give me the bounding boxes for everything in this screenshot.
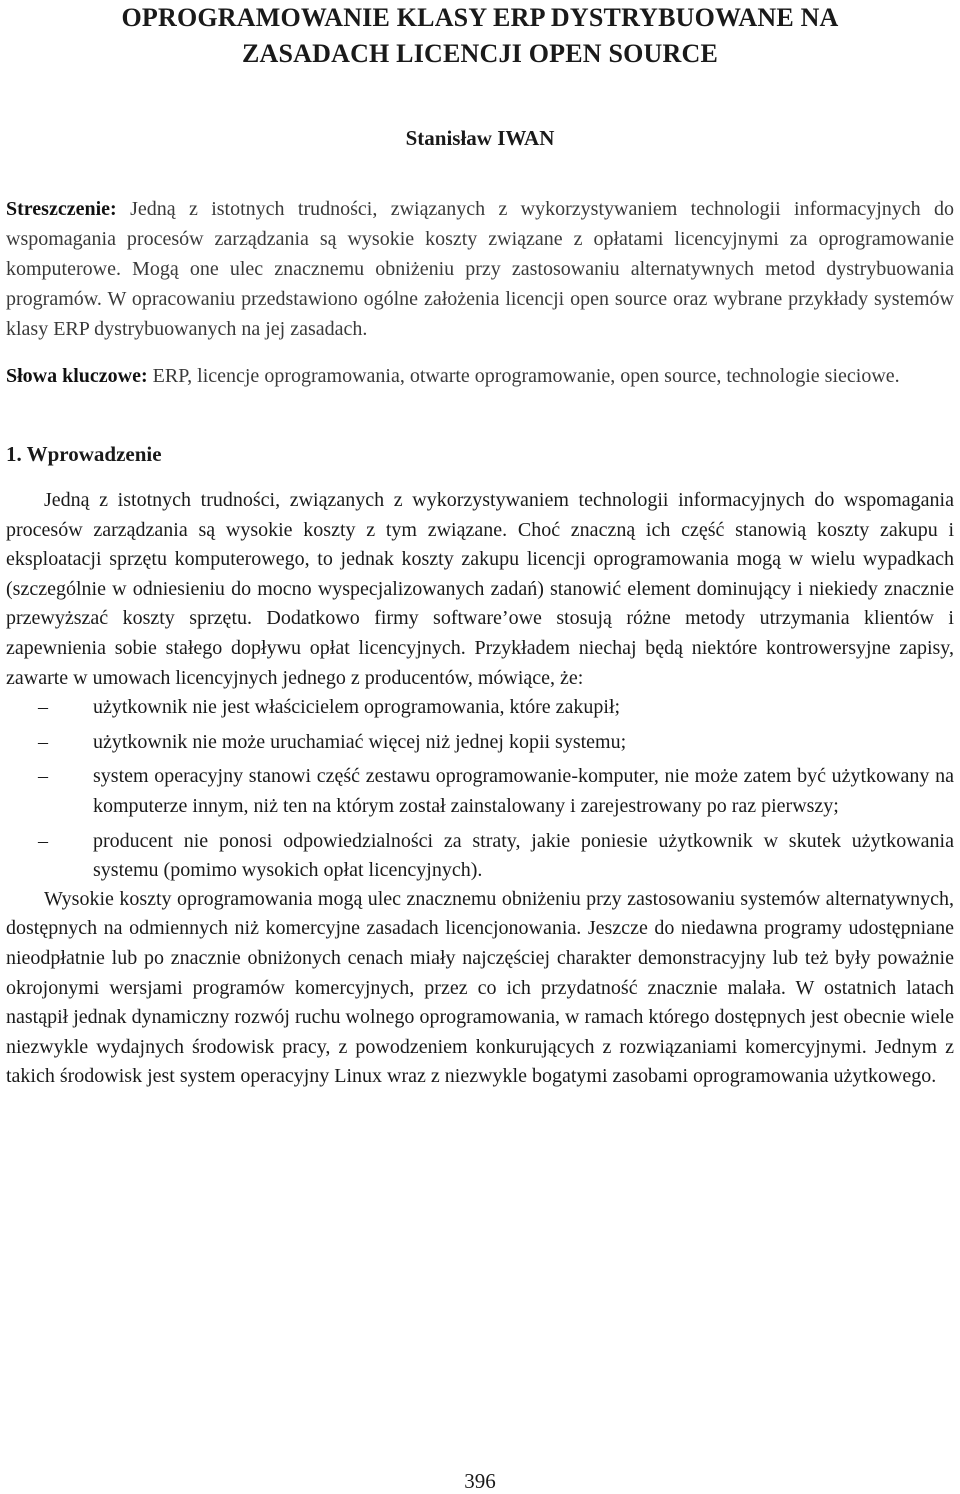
paper-title-line-1: OPROGRAMOWANIE KLASY ERP DYSTRYBUOWANE NA [121,3,839,32]
section-heading-introduction: 1. Wprowadzenie [6,442,162,466]
keywords-label: Słowa kluczowe: [6,365,148,387]
dash-list [6,693,954,886]
body-paragraph-2: Wysokie koszty oprogramowania mogą ulec znacznemu obniżeniu przy zastosowaniu systemów alternatywnych, dostępnych na odmiennych niż komercyjne zasadach licencjonowania. Jeszcze do niedawna programy udostępniane nieodpłatnie lub po znacznie obniżonych cenach miały najczęściej charakter demonstracyjny lub też były poważnie okrojonymi wersjami programów komercyjnych, przez co ich przydatność znacznie malała. W ostatnich latach nastąpił jednak dynamiczny rozwój ruchu wolnego oprogramowania, w ramach którego dostępnych jest obecnie wiele niezwykle wydajnych środowisk pracy, z powodzeniem konkurujących z rozwiązaniami komercyjnymi. Jednym z takich środowisk jest system operacyjny Linux wraz z niezwykle bogatymi zasobami oprogramowania użytkowego. [6,887,954,1088]
list-item-text: system operacyjny stanowi część zestawu oprogramowanie-komputer, nie może zatem być użytkowany na komputerze innym, niż ten na którym został zainstalowany i zarejestrowany po raz pierwszy; [93,765,954,817]
dash-bullet: – [38,829,48,852]
author-name: Stanisław IWAN [405,126,555,150]
list-item-text: producent nie ponosi odpowiedzialności za straty, jakie poniesie użytkownik w skutek użytkowania systemu (pomimo wysokich opłat licencyjnych). [93,829,954,882]
keywords-text: ERP, licencje oprogramowania, otwarte oprogramowanie, open source, technologie sieciowe. [152,365,900,387]
abstract-label: Streszczenie: [6,198,117,220]
paper-title-line-2: ZASADACH LICENCJI OPEN SOURCE [241,39,719,68]
list-item [6,728,954,758]
list-item-text: użytkownik nie jest właścicielem oprogramowania, które zakupił; [93,696,621,719]
abstract-text: Jedną z istotnych trudności, związanych z wykorzystywaniem technologii informacyjnych do wspomagania procesów zarządzania są wysokie koszty związane z opłatami licencyjnymi za oprogramowanie komputerowe. Mogą one ulec znacznemu obniżeniu przy zastosowaniu alternatywnych metod dystrybuowania programów. W opracowaniu przedstawiono ogólne założenia licencji open source oraz wybrane przykłady systemów klasy ERP dystrybuowanych na jej zasadach. [6,198,955,340]
dash-bullet: – [38,696,48,719]
keywords [6,362,954,391]
document-page [6,0,954,1092]
list-item [6,693,954,723]
list-item [6,762,954,821]
paper-title [6,0,954,72]
list-item [6,827,954,886]
dash-bullet: – [38,730,48,753]
list-item-text: użytkownik nie może uruchamiać więcej niż jednej kopii systemu; [93,730,627,753]
body-paragraph-1: Jedną z istotnych trudności, związanych z wykorzystywaniem technologii informacyjnych do wspomagania procesów zarządzania są wysokie koszty z tym związane. Choć znaczną ich część stanowią koszty zakupu i eksploatacji sprzętu komputerowego, to jednak koszty zakupu licencji oprogramowania mogą w wielu wypadkach (szczególnie w odniesieniu do mocno wyspecjalizowanych zadań) stanowić element dominujący i niekiedy znacznie przewyższać koszty sprzętu. Dodatkowo firmy software’owe stosują różne metody utrzymania klientów i zapewnienia sobie stałego dopływu opłat licencyjnych. Przykładem niechaj będą niektóre kontrowersyjne zapisy, zawarte w umowach licencyjnych jednego z producentów, mówiące, że: [6,489,954,689]
page-number: 396 [464,1469,496,1493]
dash-bullet: – [38,765,48,788]
abstract [6,194,954,344]
